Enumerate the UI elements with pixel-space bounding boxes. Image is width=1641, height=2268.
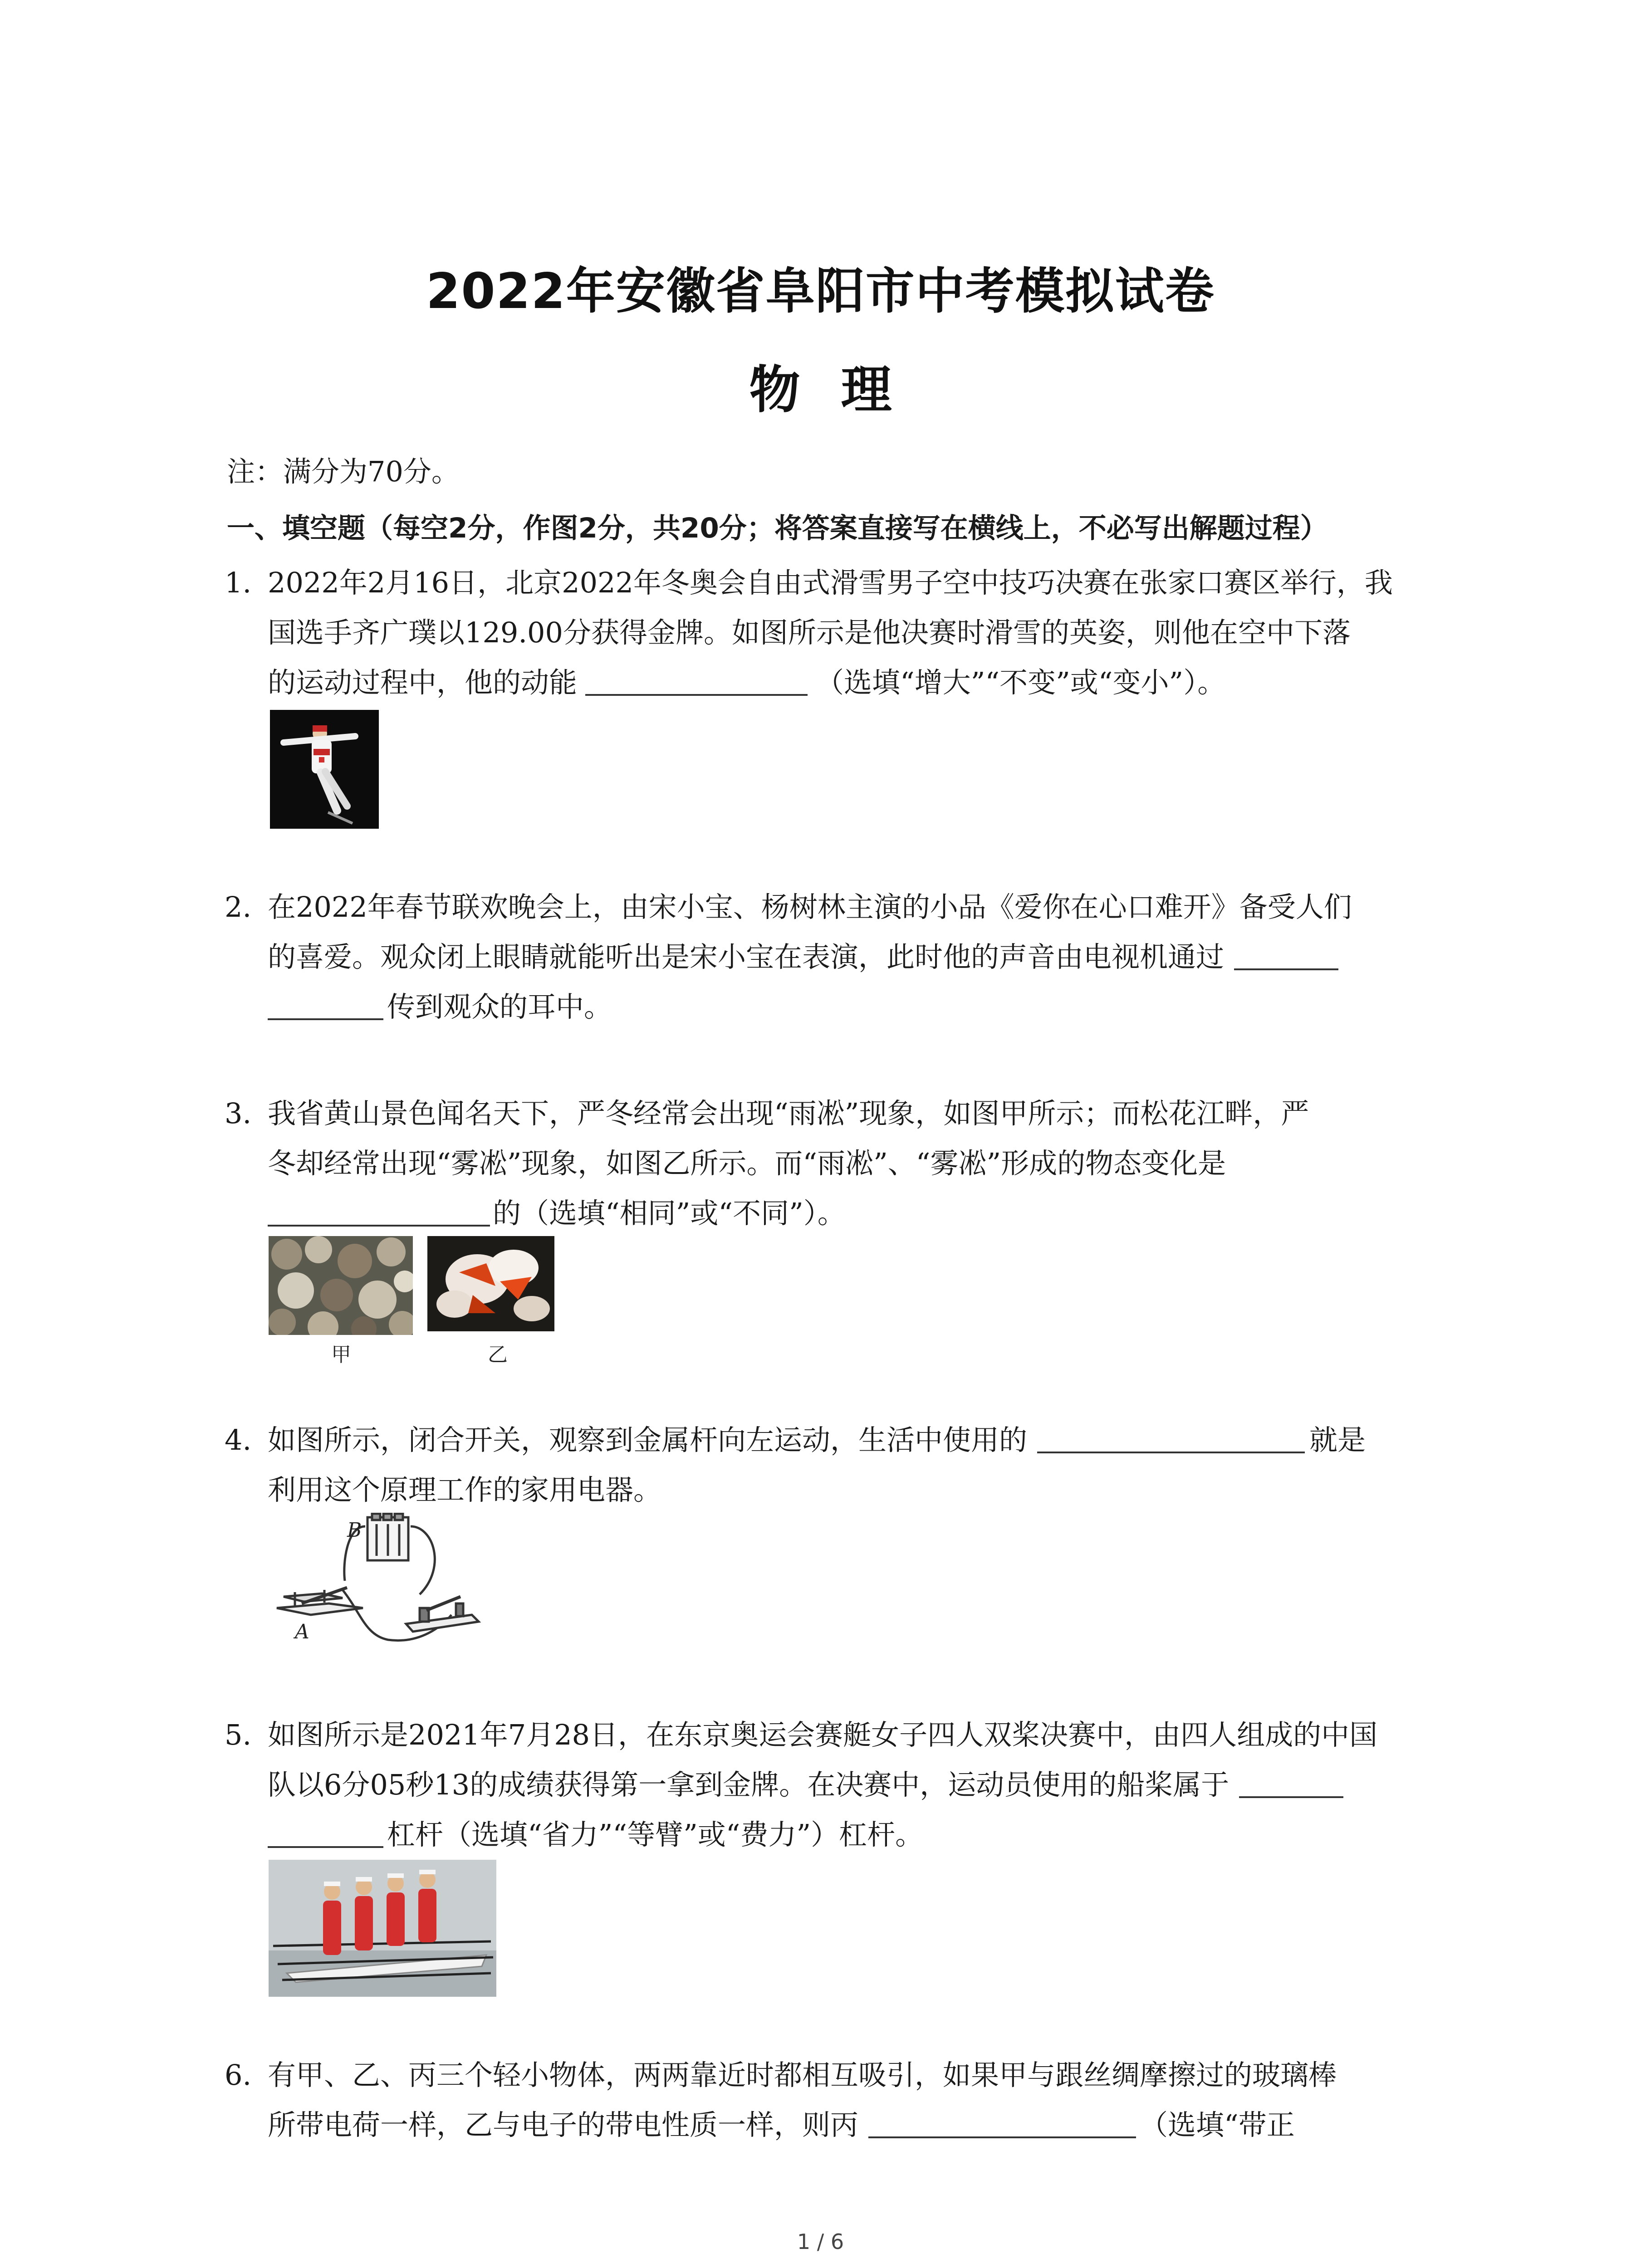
question-2-line-1: 在2022年春节联欢晚会上，由宋小宝、杨树林主演的小品《爱你在心口难开》备受人们 xyxy=(268,890,1352,924)
question-number: 5. xyxy=(225,1718,252,1751)
score-note: 注：满分为70分。 xyxy=(227,455,460,488)
answer-blank[interactable] xyxy=(585,669,808,696)
rime-ice-photo xyxy=(427,1236,554,1331)
skier-photo xyxy=(270,710,379,829)
question-number: 6. xyxy=(225,2058,252,2092)
question-1-line-2: 国选手齐广璞以129.00分获得金牌。如图所示是他决赛时滑雪的英姿，则他在空中下落 xyxy=(268,616,1351,649)
subject-title: 物理 xyxy=(749,361,933,420)
answer-blank[interactable] xyxy=(268,1821,383,1848)
page-number: 1 / 6 xyxy=(797,2229,844,2254)
answer-blank[interactable] xyxy=(1239,1771,1343,1798)
question-5-line-2: 队以6分05秒13的成绩获得第一拿到金牌。在决赛中，运动员使用的船桨属于 xyxy=(268,1767,1343,1803)
question-number: 4. xyxy=(225,1423,252,1457)
terminal-label-a: A xyxy=(295,1620,309,1643)
question-4-line-2: 利用这个原理工作的家用电器。 xyxy=(268,1473,662,1506)
question-number: 2. xyxy=(225,890,252,924)
question-2-line-2: 的喜爱。观众闭上眼睛就能听出是宋小宝在表演，此时他的声音由电视机通过 xyxy=(268,939,1338,975)
question-number: 1. xyxy=(225,566,252,599)
answer-blank[interactable] xyxy=(868,2111,1136,2138)
question-number: 3. xyxy=(225,1097,252,1130)
question-6-line-1: 有甲、乙、丙三个轻小物体，两两靠近时都相互吸引，如果甲与跟丝绸摩擦过的玻璃棒 xyxy=(268,2058,1337,2092)
question-5-line-1: 如图所示是2021年7月28日，在东京奥运会赛艇女子四人双桨决赛中，由四人组成的中国 xyxy=(268,1718,1378,1751)
section-heading: 一、填空题（每空2分，作图2分，共20分；将答案直接写在横线上，不必写出解题过程） xyxy=(227,512,1328,544)
question-4-line-1: 如图所示，闭合开关，观察到金属杆向左运动，生活中使用的 就是 xyxy=(268,1423,1366,1457)
answer-blank[interactable] xyxy=(1234,943,1338,970)
answer-blank[interactable] xyxy=(268,993,383,1020)
exam-title: 2022年安徽省阜阳市中考模拟试卷 xyxy=(426,263,1215,320)
question-1-line-1: 2022年2月16日，北京2022年冬奥会自由式滑雪男子空中技巧决赛在张家口赛区举行，我 xyxy=(268,566,1393,599)
question-6-line-2: 所带电荷一样，乙与电子的带电性质一样，则丙 （选填“带正 xyxy=(268,2108,1295,2141)
skier-figure-icon xyxy=(270,710,379,829)
question-2-line-3: 传到观众的耳中。 xyxy=(268,989,612,1025)
figure-caption-jia: 甲 xyxy=(331,1343,351,1366)
question-3-line-1: 我省黄山景色闻名天下，严冬经常会出现“雨凇”现象，如图甲所示；而松花江畔，严 xyxy=(268,1097,1309,1130)
glaze-ice-photo xyxy=(269,1236,413,1335)
question-3-line-2: 冬却经常出现“雾凇”现象，如图乙所示。而“雨凇”、“雾凇”形成的物态变化是 xyxy=(268,1147,1226,1180)
question-1-line-3: 的运动过程中，他的动能 （选填“增大”“不变”或“变小”）。 xyxy=(268,666,1226,699)
question-3-line-3: 的（选填“相同”或“不同”）。 xyxy=(268,1195,846,1232)
figure-caption-yi: 乙 xyxy=(488,1343,508,1366)
answer-blank[interactable] xyxy=(1037,1426,1305,1453)
terminal-label-b: B xyxy=(347,1519,362,1542)
rowing-photo xyxy=(269,1860,496,1997)
question-5-line-3: 杠杆（选填“省力”“等臂”或“费力”）杠杆。 xyxy=(268,1817,923,1853)
answer-blank[interactable] xyxy=(268,1199,490,1227)
